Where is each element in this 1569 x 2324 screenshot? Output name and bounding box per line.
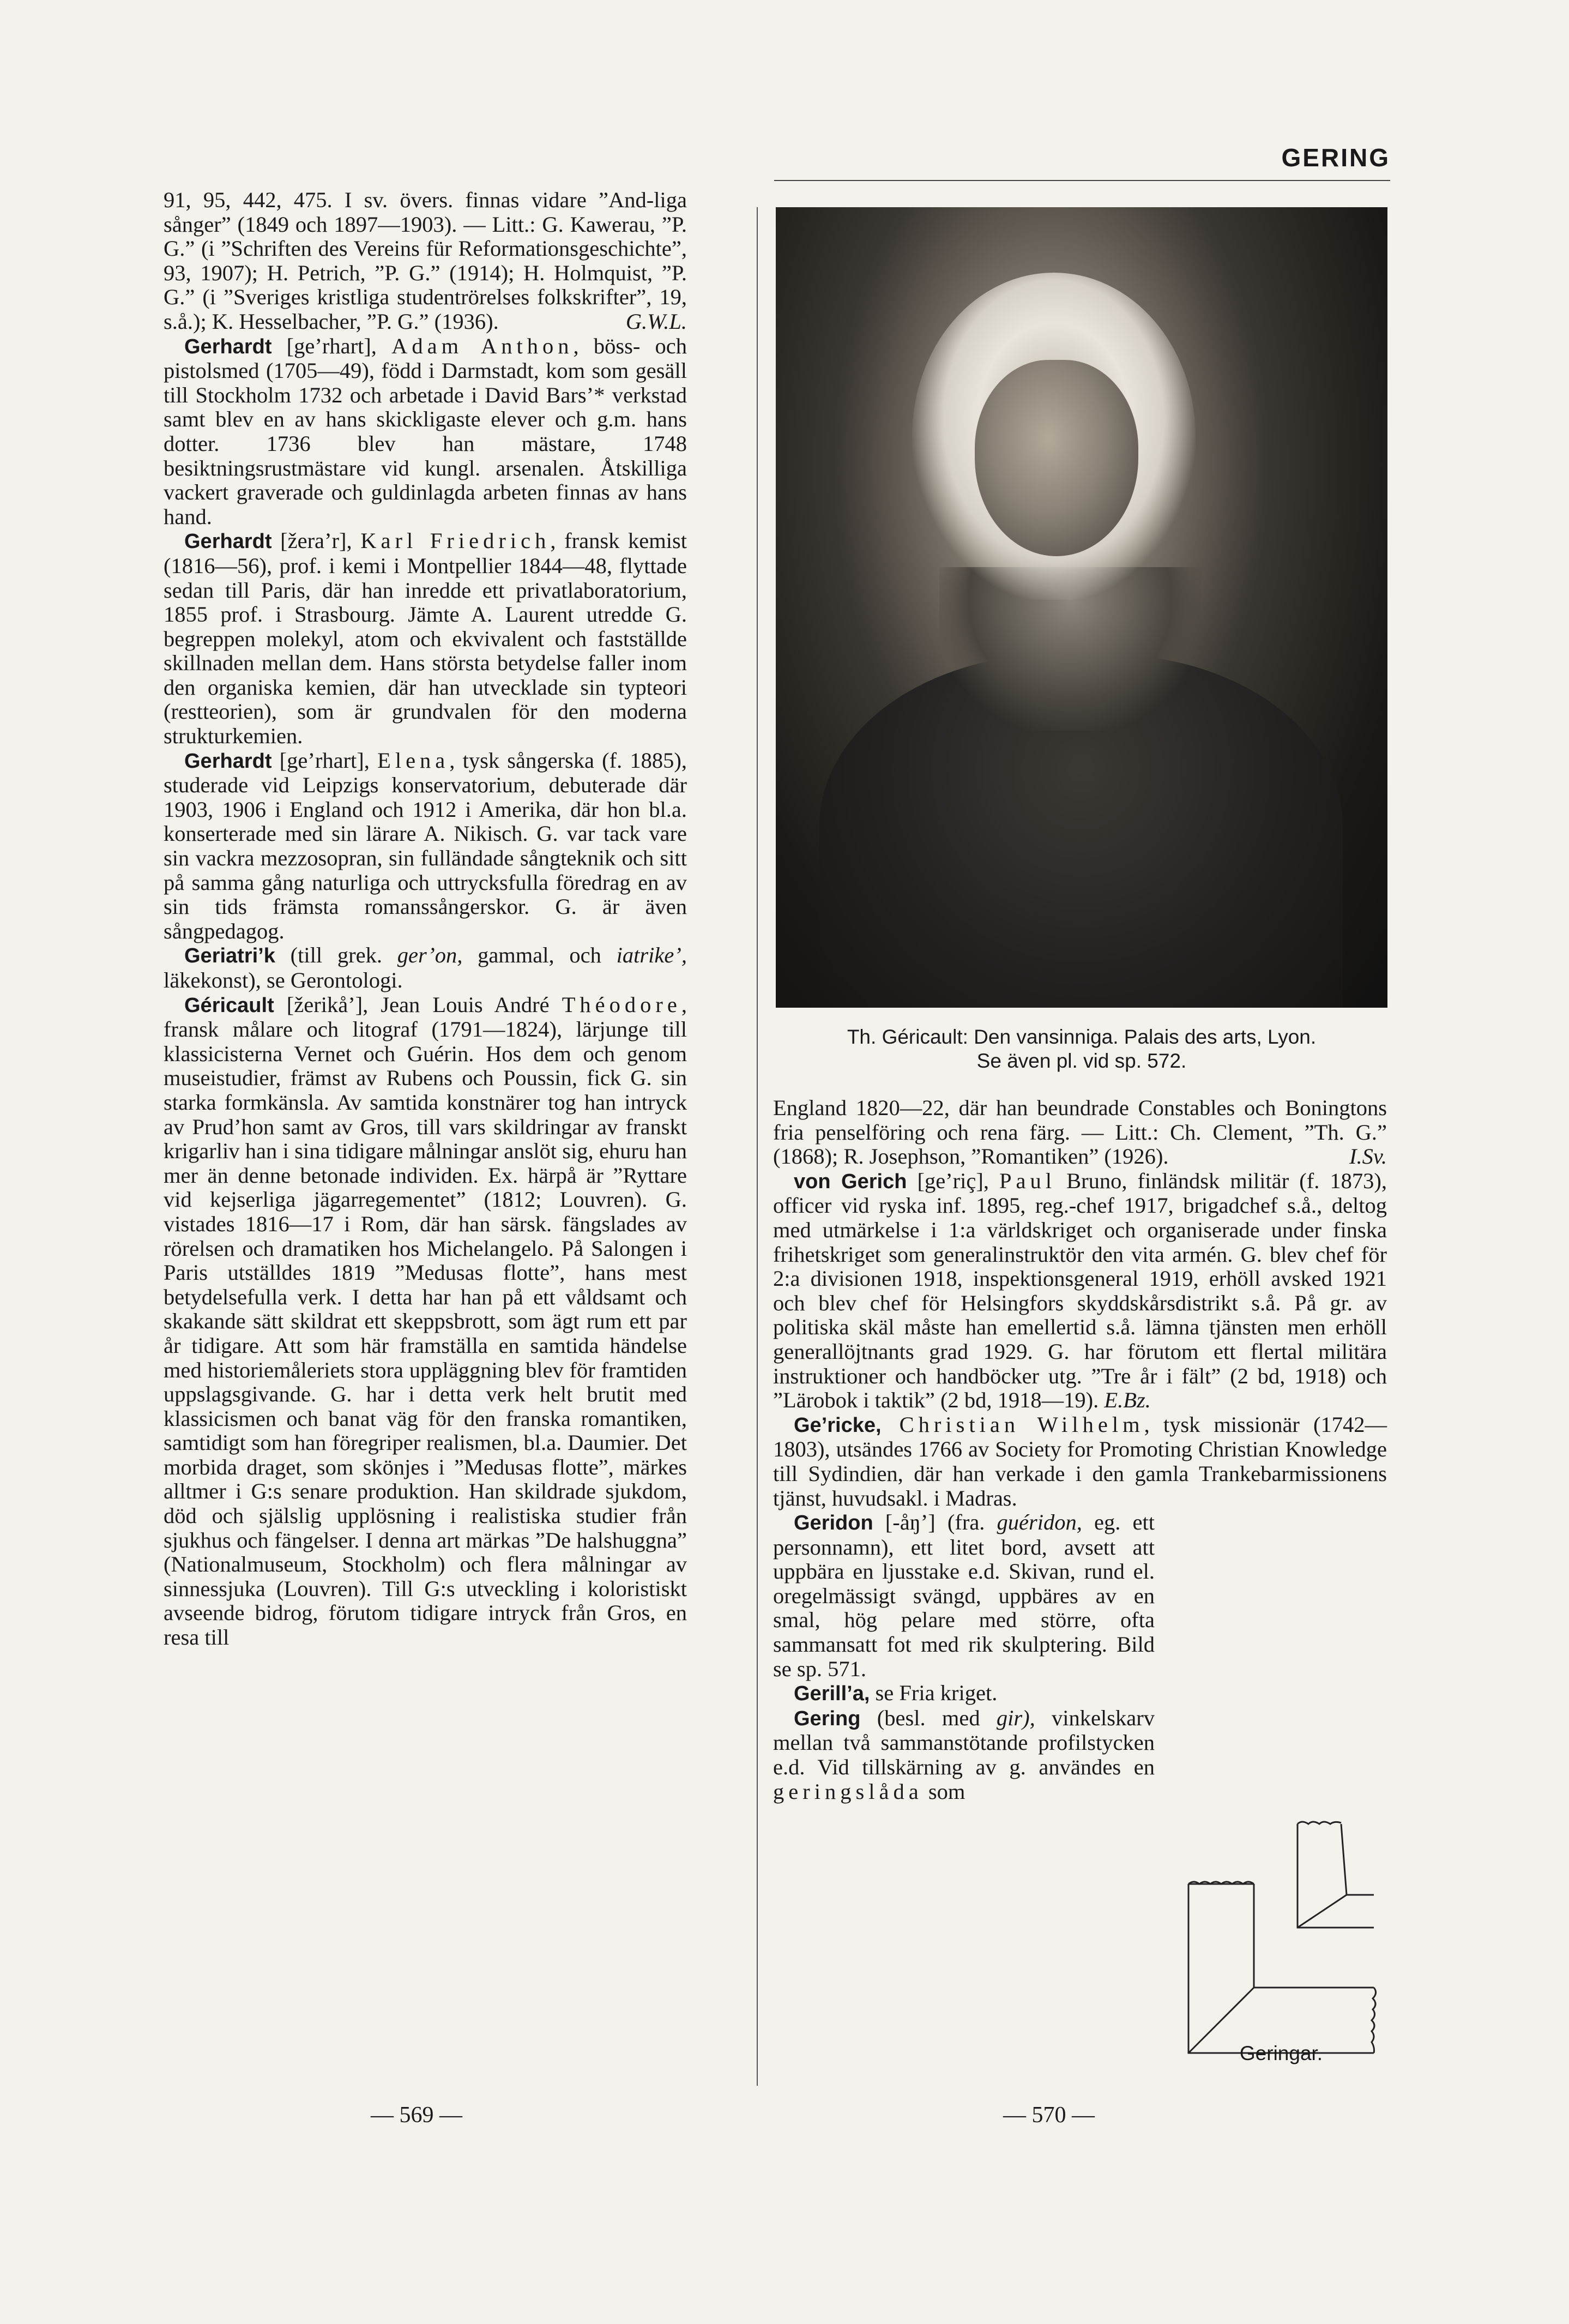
mitre-inner (1254, 1884, 1374, 1988)
entry-gerhardt-karl: Gerhardt [žera’r], Karl Friedrich, fransk kemist (1816—56), prof. i kemi i Montpellier 1844—48, flyttade sedan till Paris, där han inredde ett privatlaboratorium, 1855 prof. i Strasbourg. Jämte A. Laurent utredde G. begreppen molekyl, atom och ekvivalent och fastställde skillnaden mellan dem. Hans största betydelse faller inom den organiska kemien, där han utvecklade sin typteori (restteorien), som är grundvalen för den moderna strukturkemien. (164, 528, 687, 749)
entry-headword: Gerhardt (184, 335, 272, 358)
entry-headword: Geridon (794, 1512, 873, 1535)
mitre-outer (1188, 1884, 1374, 2053)
figure-caption: Geringar. (1239, 2042, 1323, 2064)
author-signature: I.Sv. (1349, 1144, 1387, 1169)
entry-forename: Elena (377, 748, 450, 773)
page-number-right: — 570 — (1003, 2103, 1095, 2128)
entry-forename: Karl Friedrich (360, 528, 551, 553)
entry-gericke: Ge’ricke, Christian Wilhelm, tysk missionär (1742—1803), utsändes 1766 av Society for Promoting Christian Knowledge till Sydindien, där han verkade i den gamla Trankebarmissionens tjänst, huvudsakl. i Madras. (773, 1412, 1387, 1510)
entry-continuation: 91, 95, 442, 475. I sv. övers. finnas vidare ”And-liga sånger” (1849 och 1897—1903). — Litt.: G. Kawerau, ”P. G.” (i ”Schriften des Vereins für Reformationsgeschichte”, 93, 1907); H. Petrich, ”P. G.” (1914); H. Holmquist, ”P. G.” (i ”Sveriges kristliga studentrörelses folkskrifter”, 19, s.å.); K. Hesselbacher, ”P. G.” (1936). G.W.L. (164, 188, 687, 334)
second-piece (1298, 1824, 1374, 1928)
entry-gering: Gering (besl. med gir), vinkelskarv mellan två sammanstötande profilstycken e.d. Vid tillskärning av g. användes en geringslåda som (773, 1705, 1155, 1804)
entry-gerilla: Gerill’a, se Fria kriget. (794, 1681, 998, 1706)
running-head: GERING (1281, 143, 1390, 172)
entry-headword: Geriatri’k (184, 944, 275, 968)
entry-forename: Paul (999, 1168, 1057, 1193)
entry-gericault: Géricault [žerikå’], Jean Louis André Théodore, fransk målare och litograf (1791—1824), lärjunge till klassicisterna Vernet och Guérin. Hos dem och genom museistudier, främst av Rubens och Poussin, fick G. sin starka formkänsla. Av samtida konstnärer tog han intryck av Prud’hon samt av Gros, till vars skildringar av franskt krigarliv han i sina tidigare målningar anslöt sig, ehuru han mer än denne betonade individen. Ex. härpå är ”Ryttare vid kejserliga jägarregementet” (1812; Louvren). G. vistades 1816—17 i Rom, där han särsk. fängslades av rörelsen och dramatiken hos Michelangelo. På Salongen i Paris utställdes 1819 ”Medusas flotte”, hans mest betydelsefulla verk. I detta har han på ett våldsamt och skakande sätt skildrat ett skeppsbrott, som ägt rum ett par år tidigare. Att som här framställa en samtida händelse med historiemåleriets stora uppläggning blev för framtiden uppslagsgivande. G. har i detta verk helt brutit med klassicismen och banat väg för den franska romantiken, samtidigt som han föregriper realismen, bl.a. Daumier. Det morbida draget, som skönjes i ”Medusas flotte”, märkes alltmer i G:s senare produktion. Han skildrade sjukdom, död och själslig upplösning i realistiska studier från sjukhus och fängelser. I denna art märkas ”De halshuggna” (Nationalmuseum, Stockholm) och flera målningar av sinnessjuka (Louvren). Till G:s utveckling i koloristiskt avseende bidrog, förutom tidigare intryck från Gros, en resa till (164, 992, 687, 1650)
entry-headword: Gering (794, 1707, 861, 1730)
entry-continuation: England 1820—22, där han beundrade Constables och Boningtons fria penselföring och rena färg. — Litt.: Ch. Clement, ”Th. G.” (1868); R. Josephson, ”Romantiken” (1926). I.Sv. (773, 1095, 1387, 1169)
entry-gerhardt-adam: Gerhardt [ge’rhart], Adam Anthon, böss- och pistolsmed (1705—49), född i Darmstadt, kom som gesäll till Stockholm 1732 och arbetade i David Bars’* verkstad samt blev en av hans skickligaste elever och g.m. hans dotter. 1736 blev han mästare, 1748 besiktningsrustmästare vid kungl. arsenalen. Åtskilliga vackert graverade och guldinlagda arbeten finnas av hans hand. (164, 333, 687, 529)
column-divider (757, 207, 758, 2086)
author-signature: G.W.L. (625, 309, 687, 334)
geringar-figure (1167, 1813, 1396, 2064)
entry-headword: Gerhardt (184, 749, 272, 773)
entry-headword: Géricault (184, 994, 274, 1017)
entry-von-gerich: von Gerich [ge’riç], Paul Bruno, finländsk militär (f. 1873), officer vid ryska inf. 1895, reg.-chef 1917, brigadchef s.å., deltog med utmärkelse i 1:a världskriget och organiserade under finska frihetskriget som generalinstruktör den vita armén. G. blev chef för 2:a divisionen 1918, inspektionsgeneral 1919, erhöll avsked 1921 och blev chef för Helsingfors skyddskårsdistrikt s.å. På gr. av politiska skäl måste han emellertid s.å. lämna tjänsten men erhöll generallöjtnants grad 1929. G. har förutom ett flertal militära instruktioner och handböcker utg. ”Tre år i fält” (2 bd, 1918) och ”Lärobok i taktik” (2 bd, 1918—19). E.Bz. (773, 1168, 1387, 1413)
entry-forename: Christian Wilhelm (881, 1412, 1144, 1437)
entry-forename: Théodore (562, 992, 681, 1017)
entry-geriatrik: Geriatri’k (till grek. ger’on, gammal, och iatrike’, läkekonst), se Gerontologi. (164, 943, 687, 992)
portrait-caption: Th. Géricault: Den vansinniga. Palais des arts, Lyon. Se även pl. vid sp. 572. (847, 1026, 1317, 1072)
author-signature: E.Bz. (1104, 1388, 1151, 1413)
entry-headword: von Gerich (794, 1170, 907, 1193)
left-column (164, 188, 687, 2075)
portrait-face (975, 360, 1138, 556)
page-number-left: — 569 — (371, 2103, 462, 2128)
entry-headword: Gerill’a, (794, 1682, 870, 1706)
entry-headword: Gerhardt (184, 530, 272, 553)
entry-geridon: Geridon [-åŋ’] (fra. guéridon, eg. ett personnamn), ett litet bord, avsett att uppbära en ljusstake e.d. Skivan, rund el. oregelmässigt svängd, uppbäres av en smal, hög pelare med större, ofta sammansatt fot med rik skulptering. Bild se sp. 571. (773, 1510, 1155, 1681)
entry-forename: Adam Anthon (391, 333, 574, 358)
entry-gerhardt-elena: Gerhardt [ge’rhart], Elena, tysk sångerska (f. 1885), studerade vid Leipzigs konservatorium, debuterade där 1903, 1906 i England och 1912 i Amerika, där hon bl.a. konserterade med sin lärare A. Nikisch. G. var tack vare sin vackra mezzosopran, sin fulländade sångteknik och sitt på samma gång naturliga och uttrycksfulla föredrag en av sin tids främsta romanssångerskor. G. är även sångpedagog. (164, 748, 687, 943)
portrait-painting (776, 207, 1387, 1008)
header-rule (774, 180, 1390, 181)
entry-headword: Ge’ricke, (794, 1413, 882, 1437)
